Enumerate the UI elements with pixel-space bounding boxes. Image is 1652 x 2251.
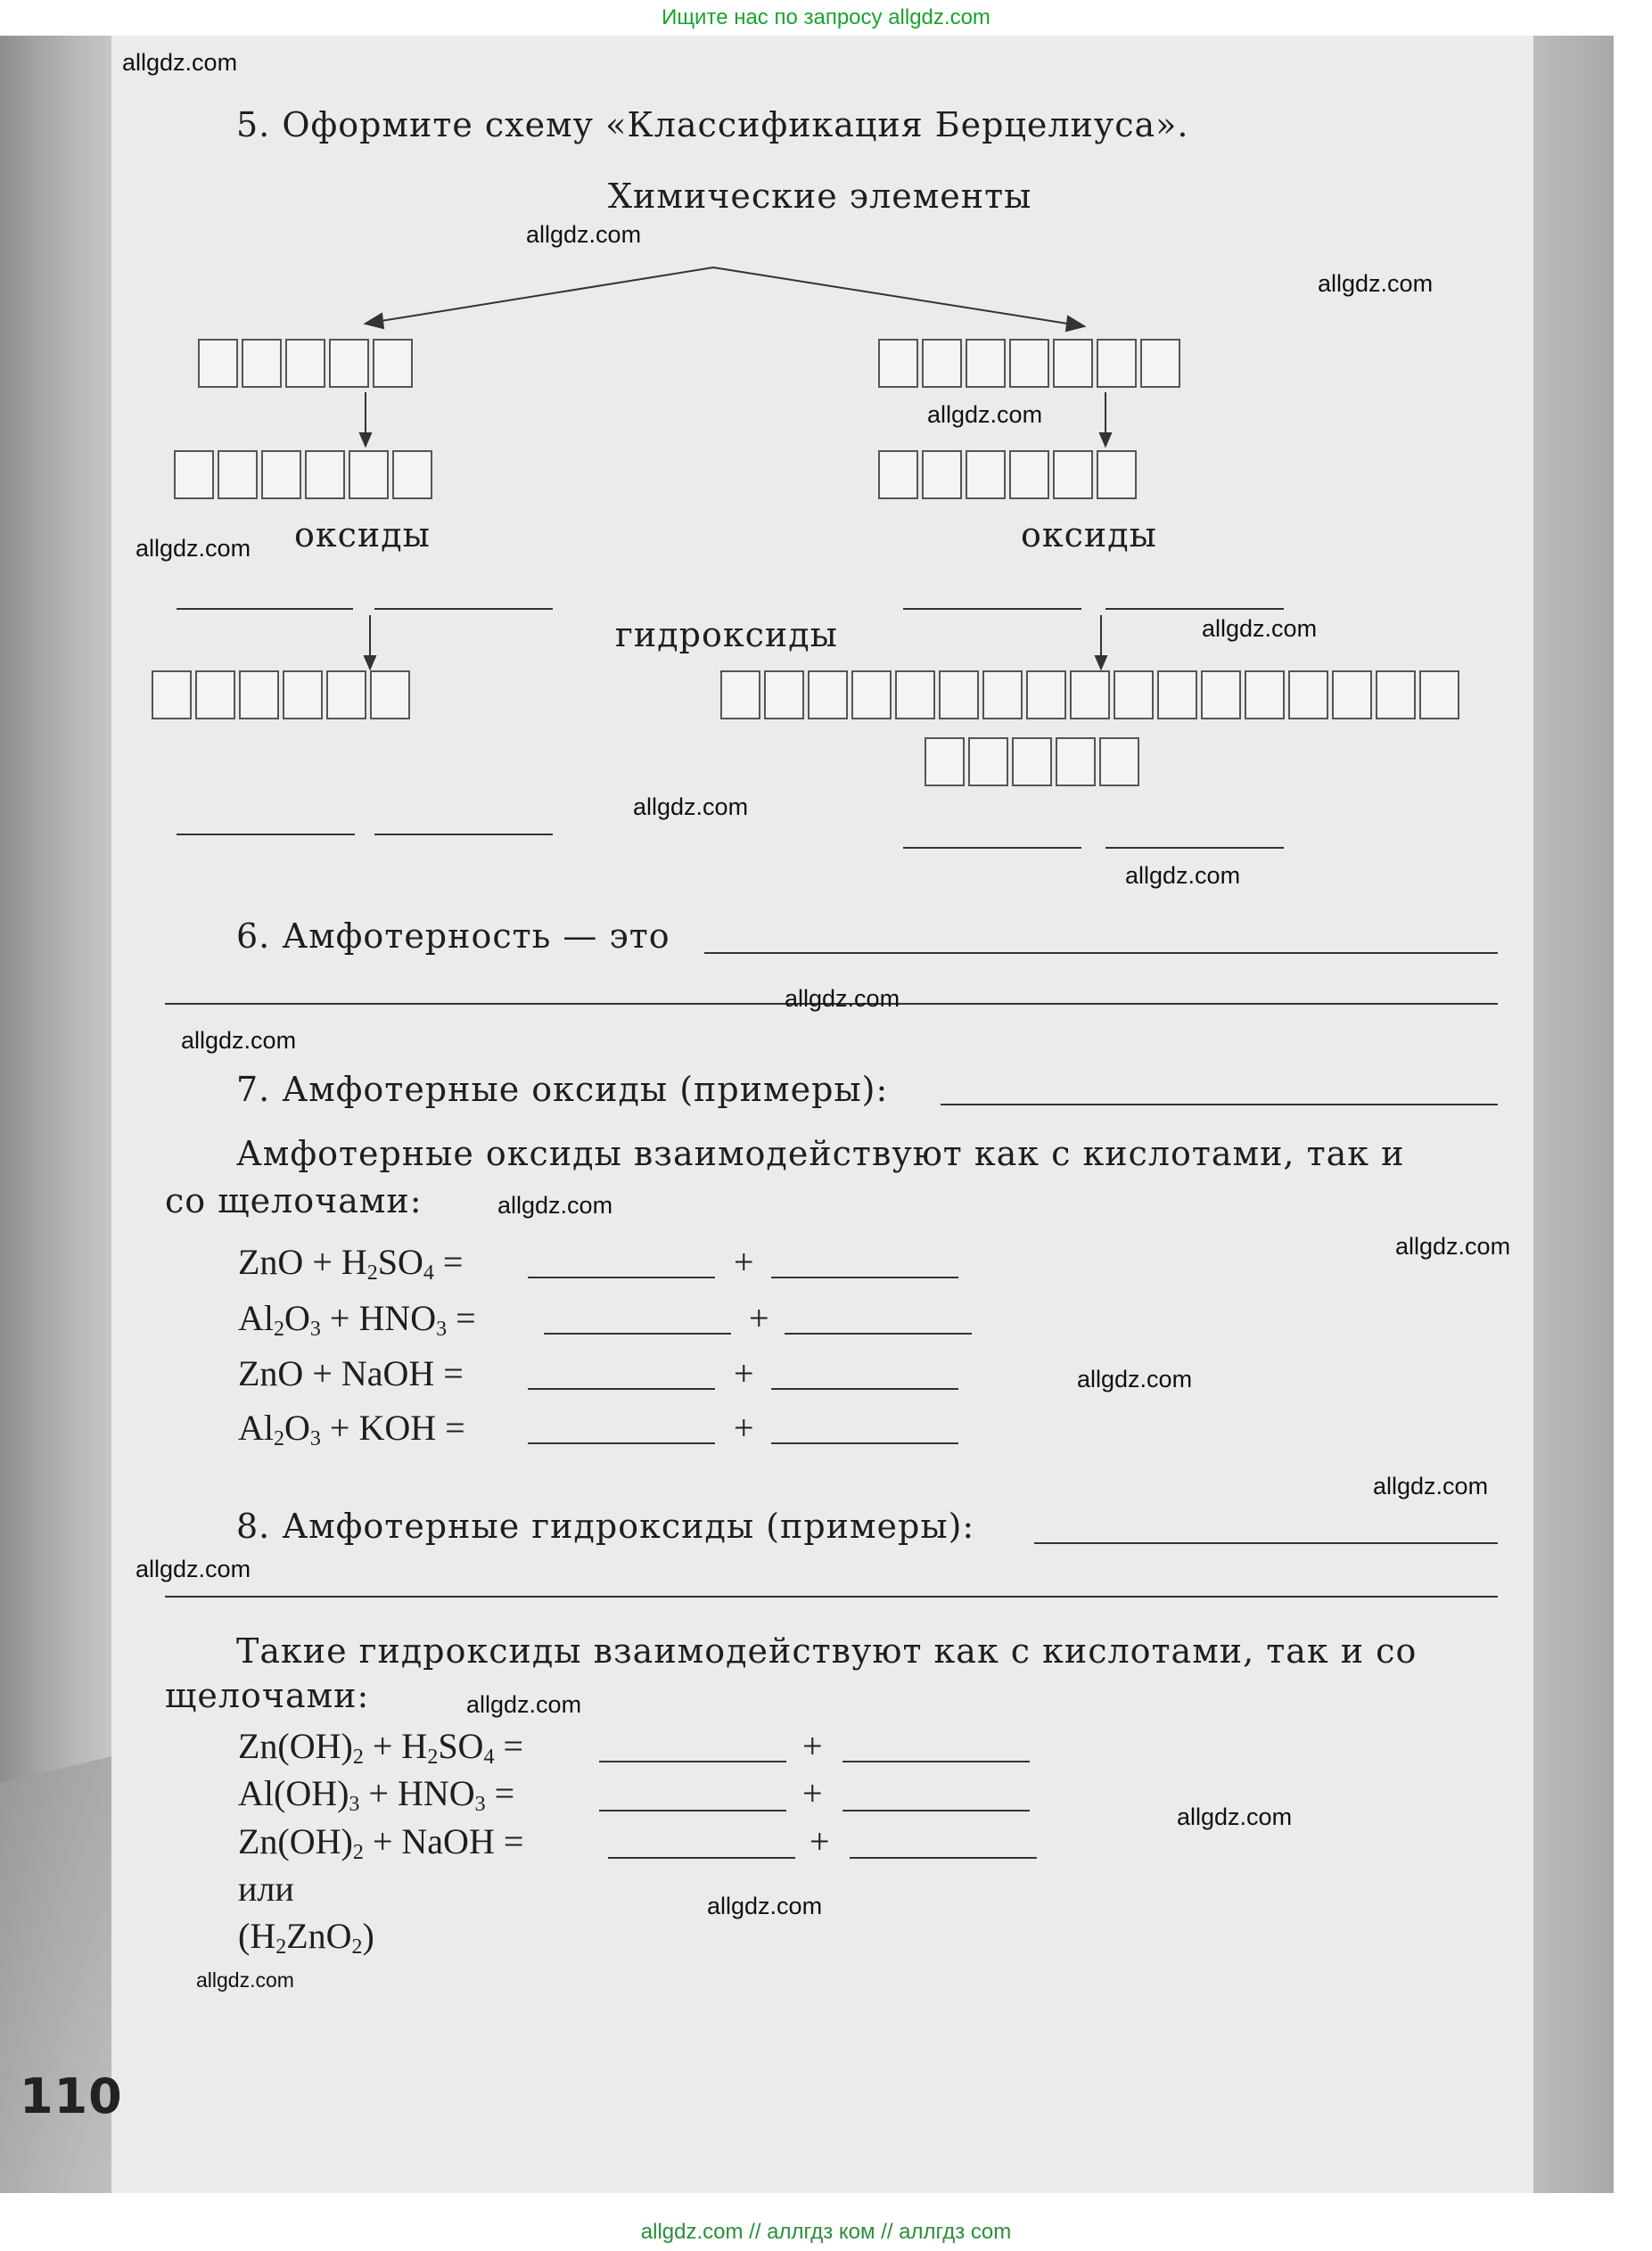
- answer-line[interactable]: [941, 1104, 1498, 1105]
- equation: ZnO + $H_2SO_4$ =: [238, 1242, 464, 1285]
- bottom-banner[interactable]: allgdz.com // аллгдз ком // аллгдз com: [640, 2220, 1012, 2244]
- plus-sign: +: [802, 1726, 823, 1766]
- answer-line[interactable]: [850, 1857, 1037, 1859]
- watermark: allgdz.com: [122, 49, 238, 76]
- equation: $Al_2O_3 + HNO_3$ =: [238, 1298, 476, 1341]
- answer-line[interactable]: [771, 1277, 958, 1278]
- boxes-basic[interactable]: [174, 450, 436, 499]
- watermark: allgdz.com: [466, 1691, 582, 1718]
- top-banner[interactable]: Ищите нас по запросу allgdz.com: [662, 5, 990, 29]
- boxes-metals[interactable]: [198, 339, 416, 388]
- or-label: или: [238, 1869, 294, 1909]
- watermark: allgdz.com: [707, 1893, 823, 1919]
- watermark: allgdz.com: [1077, 1366, 1193, 1392]
- watermark: allgdz.com: [1373, 1473, 1489, 1499]
- watermark: allgdz.com: [1125, 862, 1241, 889]
- task8-desc: щелочами:: [165, 1676, 370, 1715]
- answer-line[interactable]: [599, 1761, 786, 1762]
- boxes-acids-line2[interactable]: [925, 737, 1143, 786]
- boxes-acidic[interactable]: [878, 450, 1140, 499]
- left-oxides-label: оксиды: [294, 515, 431, 555]
- answer-line[interactable]: [771, 1388, 958, 1390]
- answer-line[interactable]: [165, 1596, 1498, 1598]
- plus-sign: +: [734, 1353, 754, 1393]
- task7-desc: со щелочами:: [165, 1181, 423, 1220]
- answer-line[interactable]: [842, 1810, 1030, 1811]
- boxes-acids[interactable]: [720, 670, 1463, 719]
- plus-sign: +: [810, 1821, 830, 1861]
- right-oxides-label: оксиды: [1021, 515, 1157, 555]
- watermark: allgdz.com: [196, 1968, 294, 1992]
- hydroxides-label: гидроксиды: [615, 615, 838, 654]
- answer-line[interactable]: [528, 1388, 715, 1390]
- watermark: allgdz.com: [785, 985, 900, 1012]
- page-number: 110: [20, 2068, 123, 2124]
- watermark: allgdz.com: [136, 535, 251, 562]
- watermark: allgdz.com: [633, 793, 749, 820]
- answer-line[interactable]: [544, 1333, 731, 1335]
- answer-line[interactable]: [608, 1857, 795, 1859]
- answer-line[interactable]: [785, 1333, 972, 1335]
- equation: $Zn(OH)_2 + H_2SO_4$ =: [238, 1726, 524, 1769]
- equation: $Zn(OH)_2$ + NaOH =: [238, 1821, 524, 1864]
- boxes-nonmetals[interactable]: [878, 339, 1184, 388]
- answer-line[interactable]: [599, 1810, 786, 1811]
- watermark: allgdz.com: [181, 1027, 297, 1054]
- boxes-bases[interactable]: [152, 670, 414, 719]
- blank-line[interactable]: [177, 608, 353, 610]
- blank-line[interactable]: [903, 608, 1081, 610]
- watermark: allgdz.com: [1318, 270, 1434, 297]
- task7-title: 7. Амфотерные оксиды (примеры):: [236, 1070, 889, 1109]
- answer-line[interactable]: [771, 1442, 958, 1444]
- equation: $Al(OH)_3 + HNO_3$ =: [238, 1773, 515, 1816]
- watermark: allgdz.com: [526, 221, 642, 248]
- answer-line[interactable]: [528, 1277, 715, 1278]
- task7-desc: Амфотерные оксиды взаимодействуют как с кислотами, так и: [236, 1134, 1405, 1173]
- watermark: allgdz.com: [1395, 1233, 1511, 1260]
- answer-line[interactable]: [842, 1761, 1030, 1762]
- answer-line[interactable]: [1034, 1542, 1498, 1544]
- watermark: allgdz.com: [136, 1556, 251, 1582]
- blank-line[interactable]: [374, 608, 553, 610]
- plus-sign: +: [802, 1773, 823, 1813]
- plus-sign: +: [749, 1298, 769, 1338]
- answer-line[interactable]: [528, 1442, 715, 1444]
- blank-line[interactable]: [903, 847, 1081, 849]
- blank-line[interactable]: [1105, 608, 1284, 610]
- scheme-root: Химические элементы: [608, 177, 1032, 216]
- blank-line[interactable]: [177, 834, 355, 835]
- blank-line[interactable]: [374, 834, 553, 835]
- plus-sign: +: [734, 1242, 754, 1282]
- task5-title: 5. Оформите схему «Классификация Берцелиуса».: [236, 105, 1189, 144]
- watermark: allgdz.com: [1202, 615, 1318, 642]
- equation: ZnO + NaOH =: [238, 1353, 464, 1393]
- watermark: allgdz.com: [497, 1192, 613, 1219]
- task6-text: 6. Амфотерность — это: [236, 916, 670, 956]
- blank-line[interactable]: [1105, 847, 1284, 849]
- answer-line[interactable]: [704, 952, 1498, 954]
- equation: $Al_2O_3$ + KOH =: [238, 1408, 465, 1450]
- task8-desc: Такие гидроксиды взаимодействуют как с кислотами, так и со: [236, 1631, 1418, 1671]
- formula-h2zno2: $(H_2ZnO_2)$: [238, 1916, 374, 1959]
- plus-sign: +: [734, 1408, 754, 1448]
- task8-title: 8. Амфотерные гидроксиды (примеры):: [236, 1507, 975, 1546]
- watermark: allgdz.com: [1177, 1803, 1293, 1830]
- watermark: allgdz.com: [927, 401, 1043, 428]
